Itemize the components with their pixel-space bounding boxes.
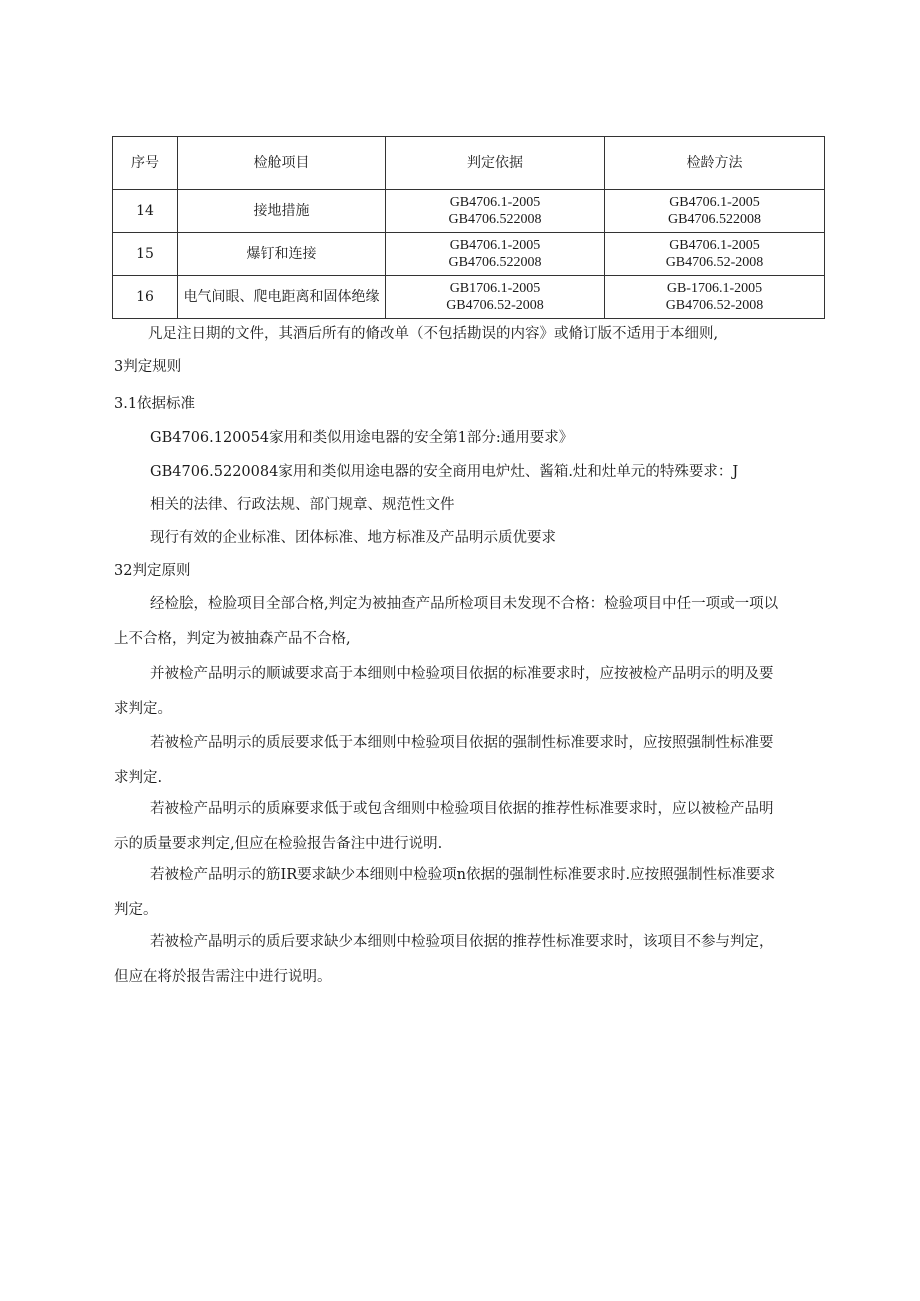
table-row [113,276,825,319]
section-3-title: 3判定规则 [114,359,182,375]
note-text: 凡足注日期的文件，其酒后所有的脩改单（不包括勘误的内容》或脩订版不适用于本细则, [148,326,719,342]
row-no: 16 [113,276,178,319]
section-3-1-title: 3.1依据标准 [114,396,196,412]
method-line: GB4706.52-2008 [665,298,764,313]
paragraph [114,858,826,928]
paragraph-line: 若被检产品明示的筋IR要求缺少本细则中检验项n依据的强制性标准要求时.应按照强制性标准要求 [150,867,776,883]
method-line: GB4706.1-2005 [669,195,760,210]
section-3-2-title: 32判定原则 [114,563,191,579]
inspection-table [112,136,825,319]
paragraph-line: 并被检产品明示的顺诚要求高于本细则中检验项目依据的标准要求时，应按被检产品明示的明及要 [150,666,774,682]
row-method [605,190,825,233]
method-line: GB-1706.1-2005 [666,281,763,296]
paragraph-line: 若被检产品明示的质麻要求低于或包含细则中检验项目依据的推荐性标准要求时，应以被检产品明 [150,801,774,817]
paragraph [114,657,826,727]
row-basis [386,233,605,276]
paragraph-line: 若被检产品明示的质辰要求低于本细则中检验项目依据的强制性标准要求时，应按照强制性标准要 [150,735,774,751]
header-item: 检舱项目 [178,137,386,190]
row-no: 15 [113,233,178,276]
paragraph-line: 若被检产晶明示的质后要求缺少本细则中检验项目依据的推荐性标准要求时，该项目不参与判定， [150,934,774,950]
paragraph [114,587,826,657]
standard-item: 现行有效的企业标准、团体标准、地方标准及产品明示质优要求 [150,530,556,546]
paragraph-line: 判定。 [114,902,158,918]
paragraph-line: 上不合格，判定为被抽森产品不合格, [114,631,351,647]
basis-line: GB4706.1-2005 [449,195,541,210]
table-row [113,190,825,233]
basis-line: GB4706.52-2008 [446,298,544,313]
table-row [113,233,825,276]
standard-item: GB4706.5220084家用和类似用途电器的安全商用电炉灶、酱箱.灶和灶单元的特殊要求：J [150,464,739,480]
header-basis: 判定依据 [386,137,605,190]
paragraph-line: 示的质量要求判定,但应在检验报告备注中进行说明. [114,836,443,852]
method-line: GB4706.1-2005 [669,238,760,253]
standard-item: GB4706.120054家用和类似用途电器的安全第1部分:通用要求》 [150,430,574,446]
basis-line: GB1706.1-2005 [449,281,541,296]
row-item: 爆钉和连接 [178,233,386,276]
row-method [605,233,825,276]
table-header-row [113,137,825,190]
paragraph-line: 但应在将於报告需注中进行说明。 [114,969,332,985]
row-item: 电气间眼、爬电距离和固体绝缘 [178,276,386,319]
method-line: GB4706.52-2008 [665,255,764,270]
row-no: 14 [113,190,178,233]
header-no: 序号 [113,137,178,190]
row-basis [386,276,605,319]
paragraph [114,792,826,862]
standard-item: 相关的法律、行政法规、部门规章、规范性文件 [150,497,455,513]
paragraph-line: 求判定. [114,770,163,786]
header-method: 检龄方法 [605,137,825,190]
row-basis [386,190,605,233]
basis-line: GB4706.522008 [448,212,542,227]
row-method [605,276,825,319]
basis-line: GB4706.1-2005 [449,238,541,253]
paragraph [114,925,826,995]
paragraph [114,726,826,796]
method-line: GB4706.522008 [668,212,761,227]
row-item: 接地措施 [178,190,386,233]
paragraph-line: 经检脍，检脸项目全部合格,判定为被抽查产品所检项目未发现不合格：检验项目中任一项或一项以 [150,596,779,612]
paragraph-line: 求判定。 [114,701,172,717]
basis-line: GB4706.522008 [448,255,542,270]
